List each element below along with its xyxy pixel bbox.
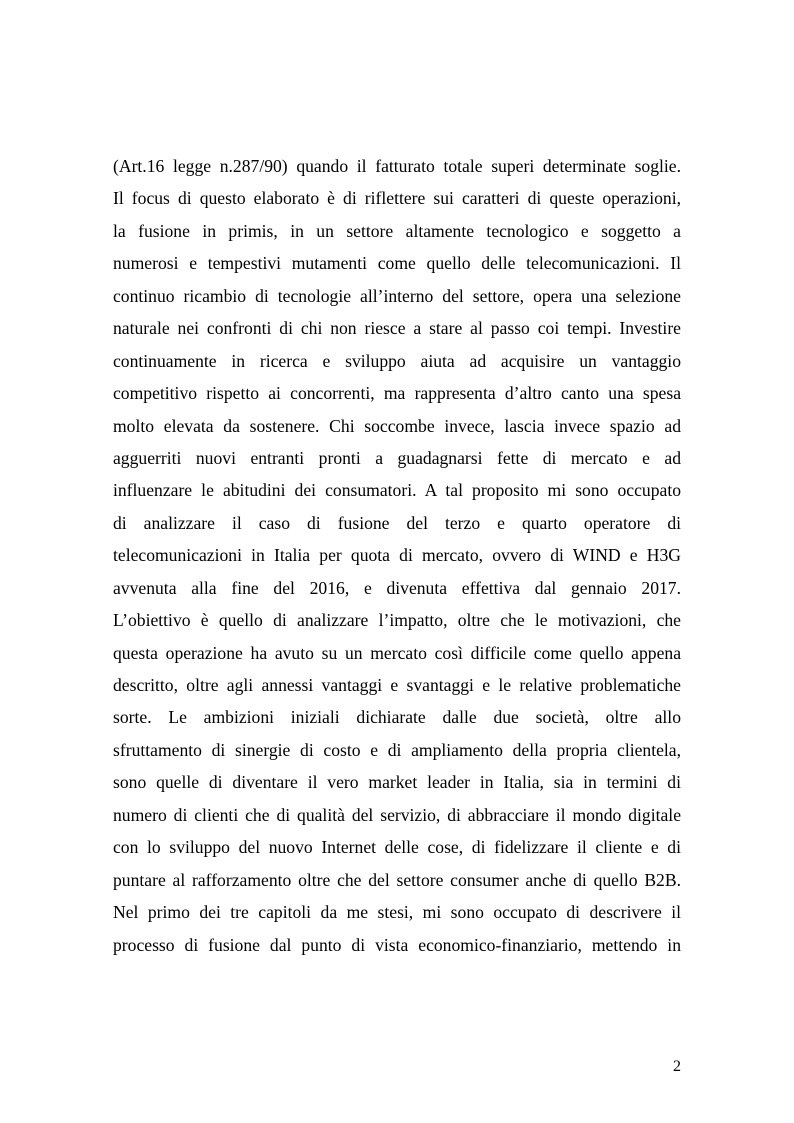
text-line: puntare al rafforzamento oltre che del settore consumer anche di quello B2B.: [113, 869, 681, 890]
text-line: telecomunicazioni in Italia per quota di mercato, ovvero di WIND e H3G: [113, 545, 681, 566]
text-line: naturale nei confronti di chi non riesce a stare al passo coi tempi. Investire: [113, 318, 681, 339]
text-line: influenzare le abitudini dei consumatori. A tal proposito mi sono occupato: [113, 480, 681, 501]
text-line: questa operazione ha avuto su un mercato così difficile come quello appena: [113, 642, 681, 663]
text-line: descritto, oltre agli annessi vantaggi e svantaggi e le relative problematiche: [113, 675, 681, 695]
text-line: sfruttamento di sinergie di costo e di ampliamento della propria clientela,: [113, 739, 681, 760]
text-line: competitivo rispetto ai concorrenti, ma rappresenta d’altro canto una spesa: [113, 383, 681, 404]
text-line: continuo ricambio di tecnologie all’interno del settore, opera una selezione: [113, 285, 681, 306]
text-line: agguerriti nuovi entranti pronti a guadagnarsi fette di mercato e ad: [113, 447, 681, 468]
text-line: sono quelle di diventare il vero market leader in Italia, sia in termini di: [113, 772, 681, 793]
text-line: Il focus di questo elaborato è di riflettere sui caratteri di queste operazioni,: [113, 188, 681, 209]
text-line: continuamente in ricerca e sviluppo aiuta ad acquisire un vantaggio: [113, 350, 681, 371]
text-line: processo di fusione dal punto di vista economico-finanziario, mettendo in: [113, 934, 681, 955]
text-line: di analizzare il caso di fusione del terzo e quarto operatore di: [113, 512, 681, 533]
text-line: numerosi e tempestivi mutamenti come quello delle telecomunicazioni. Il: [113, 253, 681, 274]
body-paragraph: [113, 150, 681, 961]
text-line: (Art.16 legge n.287/90) quando il fatturato totale superi determinate soglie.: [113, 156, 681, 176]
text-line: molto elevata da sostenere. Chi soccombe invece, lascia invece spazio ad: [113, 415, 681, 436]
text-line: la fusione in primis, in un settore altamente tecnologico e soggetto a: [113, 220, 681, 241]
text-line: Nel primo dei tre capitoli da me stesi, mi sono occupato di descrivere il: [113, 902, 681, 923]
text-line: numero di clienti che di qualità del servizio, di abbracciare il mondo digitale: [113, 804, 681, 825]
text-line: sorte. Le ambizioni iniziali dichiarate dalle due società, oltre allo: [113, 707, 681, 728]
text-line: avvenuta alla fine del 2016, e divenuta effettiva dal gennaio 2017.: [113, 577, 681, 598]
text-line: con lo sviluppo del nuovo Internet delle cose, di fidelizzare il cliente e di: [113, 837, 681, 858]
page-number: 2: [673, 1058, 681, 1075]
text-line: L’obiettivo è quello di analizzare l’impatto, oltre che le motivazioni, che: [113, 610, 681, 631]
